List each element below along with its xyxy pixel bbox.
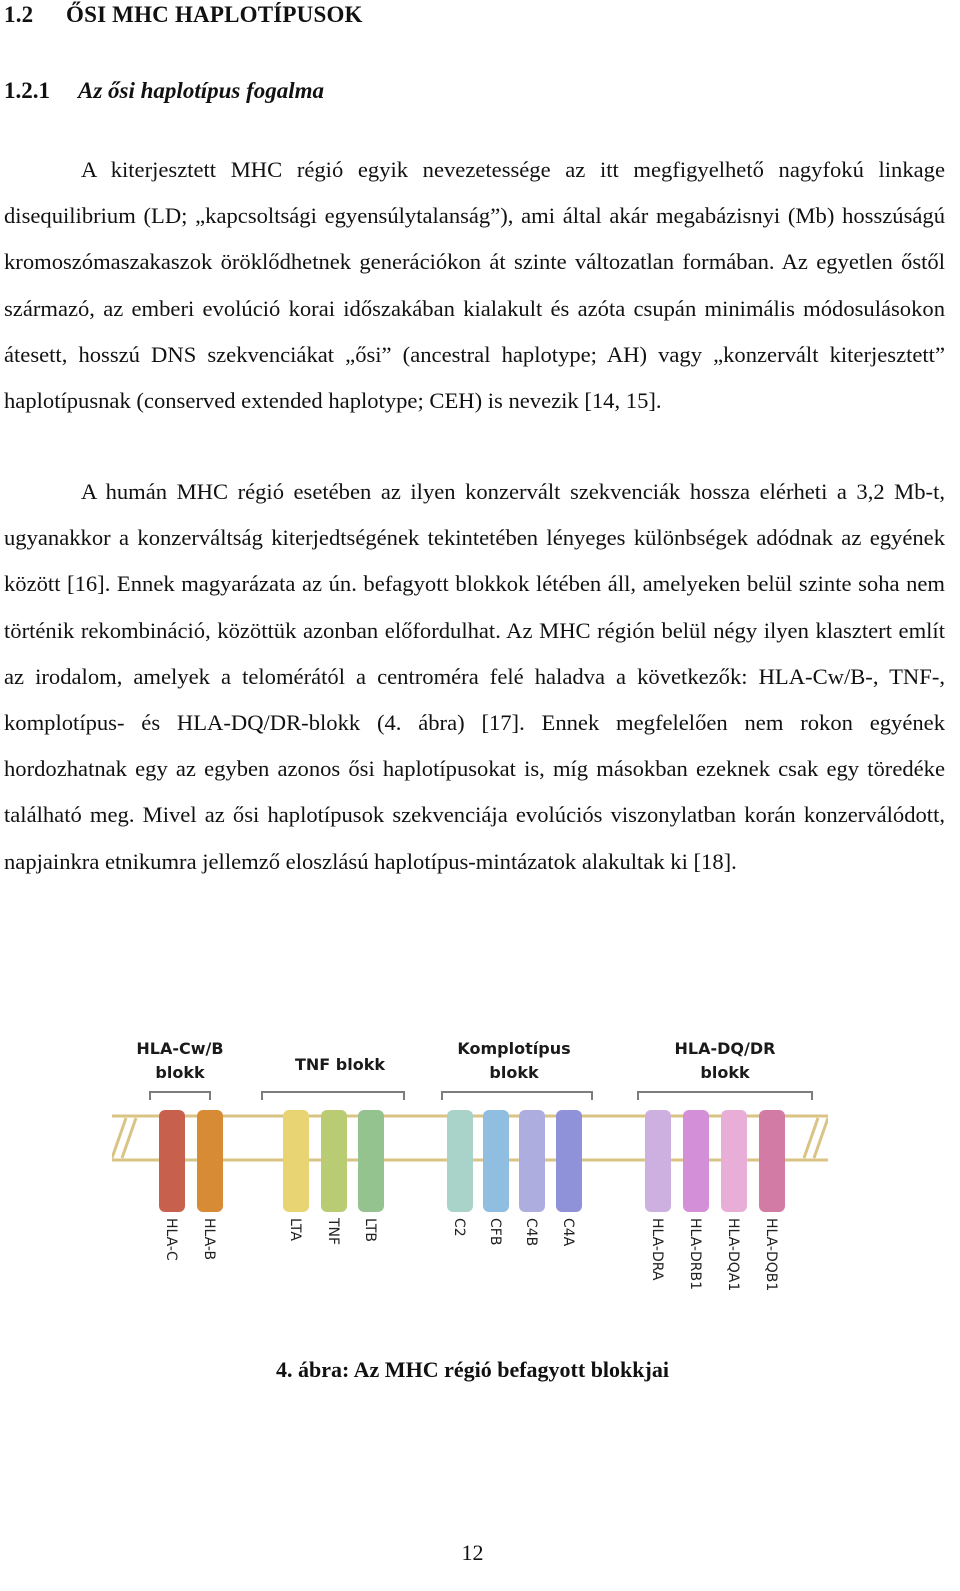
section-title: ŐSI MHC HAPLOTÍPUSOK xyxy=(66,2,363,27)
block-label-cwb-line1: HLA-Cw/B xyxy=(136,1039,224,1058)
gene-bar-hla-dra xyxy=(645,1110,671,1212)
gene-label-cfb: CFB xyxy=(487,1218,503,1246)
gene-bar-c2 xyxy=(447,1110,473,1212)
subsection-heading xyxy=(4,78,324,104)
block-label-tnf-line1: TNF blokk xyxy=(294,1055,386,1074)
gene-markers xyxy=(159,1110,785,1291)
gene-label-hla-dqa1: HLA-DQA1 xyxy=(725,1218,741,1292)
block-group-cwb xyxy=(136,1039,223,1100)
gene-tnf xyxy=(321,1110,347,1245)
gene-cfb xyxy=(483,1110,509,1245)
section-heading xyxy=(4,2,363,28)
block-label-complotype-line2: blokk xyxy=(489,1063,539,1082)
gene-hla-dqa1 xyxy=(721,1110,747,1291)
gene-bar-tnf xyxy=(321,1110,347,1212)
block-label-complotype-line1: Komplotípus xyxy=(457,1039,571,1058)
gene-c4a xyxy=(556,1110,582,1247)
block-group-complotype xyxy=(442,1039,592,1100)
block-label-dqdr-line1: HLA-DQ/DR xyxy=(674,1039,776,1058)
gene-hla-c xyxy=(159,1110,185,1261)
gene-bar-hla-drb1 xyxy=(683,1110,709,1212)
gene-c4b xyxy=(519,1110,545,1246)
block-bracket-tnf xyxy=(262,1092,404,1100)
paragraph-ld-definition: A kiterjesztett MHC régió egyik nevezetessége az itt megfigyelhető nagyfokú linkage disequilibrium (LD; „kapcsoltsági egyensúlytalanság”), ami által akár megabázisnyi (Mb) hosszúságú kromoszómaszakaszok öröklődhetnek generációkon át szinte változatlan formában. Az egyetlen őstől származó, az emberi evolúció korai időszakában kialakult és azóta csupán minimális módosulásokon átesett, hosszú DNS szekvenciákat „ősi” (ancestral haplotype; AH) vagy „konzervált kiterjesztett” haplotípusnak (conserved extended haplotype; CEH) is nevezik [14, 15]. xyxy=(4,157,945,414)
gene-label-hla-dqb1: HLA-DQB1 xyxy=(763,1218,779,1292)
block-bracket-dqdr xyxy=(638,1092,812,1100)
paragraph-frozen-blocks: A humán MHC régió esetében az ilyen konzervált szekvenciák hossza elérheti a 3,2 Mb-t, ugyanakkor a konzerváltság kiterjedtségének tekintetében lényeges különbségek adódnak az egyének között [16]. Ennek magyarázata az ún. befagyott blokkok létében áll, amelyeken belül szinte soha nem történik rekombináció, közöttük azonban előfordulhat. Az MHC régión belül négy ilyen klasztert említ az irodalom, amelyek a telomérától a centroméra felé haladva a következők: HLA-Cw/B-, TNF-, komplotípus- és HLA-DQ/DR-blokk (4. ábra) [17]. Ennek megfelelően nem rokon egyének hordozhatnak egy az egyben azonos ősi haplotípusokat is, míg másokban ezeknek csak egy töredéke található meg. Mivel az ősi haplotípusok szekvenciája evolúciós viszonylatban korán konzerválódott, napjainkra etnikumra jellemző eloszlású haplotípus-mintázatok alakultak ki [18]. xyxy=(4,479,945,874)
mhc-blocks-diagram xyxy=(112,1022,828,1322)
gene-label-hla-c: HLA-C xyxy=(163,1218,179,1261)
gene-label-hla-drb1: HLA-DRB1 xyxy=(687,1218,703,1290)
block-label-cwb-line2: blokk xyxy=(155,1063,205,1082)
gene-bar-c4a xyxy=(556,1110,582,1212)
gene-lta xyxy=(283,1110,309,1241)
subsection-title: Az ősi haplotípus fogalma xyxy=(78,78,325,103)
block-label-dqdr-line2: blokk xyxy=(700,1063,750,1082)
gene-bar-ltb xyxy=(358,1110,384,1212)
gene-bar-hla-c xyxy=(159,1110,185,1212)
gene-bar-lta xyxy=(283,1110,309,1212)
block-group-tnf xyxy=(262,1055,404,1100)
gene-label-hla-dra: HLA-DRA xyxy=(649,1218,665,1281)
gene-bar-hla-dqb1 xyxy=(759,1110,785,1212)
gene-hla-dqb1 xyxy=(759,1110,785,1291)
gene-hla-drb1 xyxy=(683,1110,709,1290)
gene-bar-c4b xyxy=(519,1110,545,1212)
figure-caption: 4. ábra: Az MHC régió befagyott blokkjai xyxy=(276,1357,669,1382)
block-group-dqdr xyxy=(638,1039,812,1100)
gene-hla-dra xyxy=(645,1110,671,1281)
page-number: 12 xyxy=(461,1540,484,1565)
gene-label-c4b: C4B xyxy=(523,1218,539,1247)
mhc-blocks-figure xyxy=(112,1022,828,1322)
gene-label-ltb: LTB xyxy=(362,1218,378,1243)
gene-hla-b xyxy=(197,1110,223,1260)
subsection-number: 1.2.1 xyxy=(4,78,50,103)
gene-ltb xyxy=(358,1110,384,1242)
gene-label-tnf: TNF xyxy=(325,1218,341,1246)
block-bracket-complotype xyxy=(442,1092,592,1100)
gene-label-hla-b: HLA-B xyxy=(201,1218,217,1261)
gene-label-c4a: C4A xyxy=(560,1218,576,1247)
gene-bar-hla-dqa1 xyxy=(721,1110,747,1212)
gene-label-lta: LTA xyxy=(287,1218,303,1241)
gene-bar-cfb xyxy=(483,1110,509,1212)
block-bracket-cwb xyxy=(150,1092,210,1100)
section-number: 1.2 xyxy=(4,2,34,27)
gene-label-c2: C2 xyxy=(451,1218,467,1237)
gene-bar-hla-b xyxy=(197,1110,223,1212)
gene-c2 xyxy=(447,1110,473,1237)
